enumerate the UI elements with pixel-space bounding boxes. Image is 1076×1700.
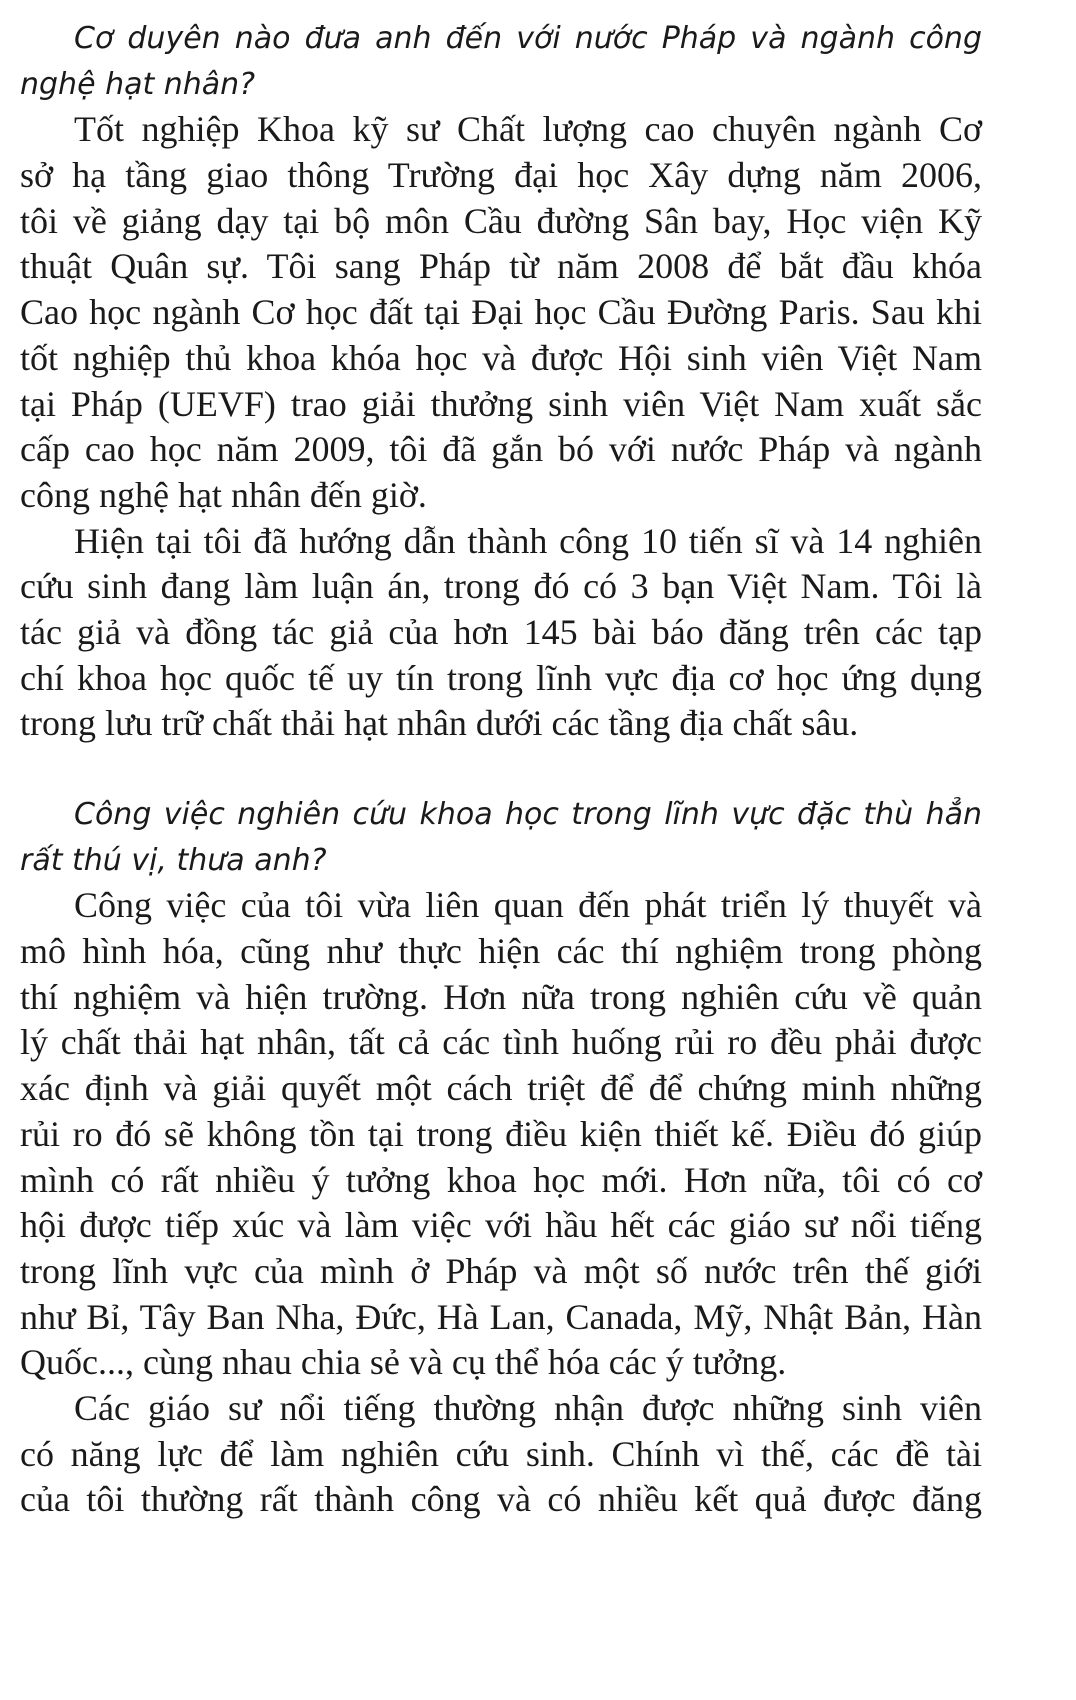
text-line: trong lưu trữ chất thải hạt nhân dưới các tầng địa chất sâu.: [20, 703, 859, 744]
text-line: thuật Quân sự. Tôi sang Pháp từ năm 2008 để bắt đầu khóa: [20, 246, 982, 287]
text-line: mình có rất nhiều ý tưởng khoa học mới. Hơn nữa, tôi có cơ: [20, 1159, 982, 1200]
text-line: tại Pháp (UEVF) trao giải thưởng sinh viên Việt Nam xuất sắc: [20, 383, 982, 424]
answer-paragraph-2: [20, 519, 982, 747]
text-line: rất thú vị, thưa anh?: [20, 842, 327, 878]
text-line: lý chất thải hạt nhân, tất cả các tình huống rủi ro đều phải được: [20, 1022, 982, 1063]
text-line: tác giả và đồng tác giả của hơn 145 bài báo đăng trên các tạp: [20, 611, 982, 652]
text-line: hội được tiếp xúc và làm việc với hầu hết các giáo sư nổi tiếng: [20, 1205, 982, 1246]
text-line: có năng lực để làm nghiên cứu sinh. Chính vì thế, các đề tài: [20, 1433, 982, 1474]
document-page: [20, 16, 982, 1523]
text-line: tốt nghiệp thủ khoa khóa học và được Hội sinh viên Việt Nam: [20, 337, 982, 378]
answer-paragraph-4: [20, 1386, 982, 1523]
answer-paragraph-1: [20, 107, 982, 518]
text-line: chí khoa học quốc tế uy tín trong lĩnh vực địa cơ học ứng dụng: [20, 657, 982, 698]
text-line: Tốt nghiệp Khoa kỹ sư Chất lượng cao chuyên ngành Cơ: [74, 109, 982, 150]
text-line: Cao học ngành Cơ học đất tại Đại học Cầu Đường Paris. Sau khi: [20, 292, 982, 333]
text-line: Công việc nghiên cứu khoa học trong lĩnh vực đặc thù hẳn: [74, 797, 982, 832]
section-spacer: [20, 747, 982, 792]
text-line: tôi về giảng dạy tại bộ môn Cầu đường Sân bay, Học viện Kỹ: [20, 200, 982, 241]
text-line: cứu sinh đang làm luận án, trong đó có 3 bạn Việt Nam. Tôi là: [20, 566, 982, 607]
text-line: Cơ duyên nào đưa anh đến với nước Pháp và ngành công: [74, 21, 982, 56]
text-line: Hiện tại tôi đã hướng dẫn thành công 10 tiến sĩ và 14 nghiên: [74, 520, 982, 561]
text-line: Các giáo sư nổi tiếng thường nhận được những sinh viên: [74, 1387, 982, 1428]
answer-paragraph-3: [20, 883, 982, 1386]
text-line: mô hình hóa, cũng như thực hiện các thí nghiệm trong phòng: [20, 931, 982, 972]
text-line: công nghệ hạt nhân đến giờ.: [20, 474, 427, 515]
text-line: xác định và giải quyết một cách triệt để để chứng minh những: [20, 1068, 982, 1109]
text-line: rủi ro đó sẽ không tồn tại trong điều kiện thiết kế. Điều đó giúp: [20, 1113, 982, 1154]
text-line: thí nghiệm và hiện trường. Hơn nữa trong nghiên cứu về quản: [20, 976, 982, 1017]
text-line: như Bỉ, Tây Ban Nha, Đức, Hà Lan, Canada, Mỹ, Nhật Bản, Hàn: [20, 1296, 982, 1337]
text-line: sở hạ tầng giao thông Trường đại học Xây dựng năm 2006,: [20, 155, 982, 196]
text-line: trong lĩnh vực của mình ở Pháp và một số nước trên thế giới: [20, 1250, 982, 1291]
text-line: Quốc..., cùng nhau chia sẻ và cụ thể hóa các ý tưởng.: [20, 1342, 787, 1383]
text-line: cấp cao học năm 2009, tôi đã gắn bó với nước Pháp và ngành: [20, 429, 982, 470]
text-line: của tôi thường rất thành công và có nhiều kết quả được đăng: [20, 1479, 982, 1520]
text-line: Công việc của tôi vừa liên quan đến phát triển lý thuyết và: [74, 885, 982, 926]
text-line: nghệ hạt nhân?: [20, 66, 256, 102]
question-1: [20, 16, 982, 107]
question-2: [20, 792, 982, 883]
